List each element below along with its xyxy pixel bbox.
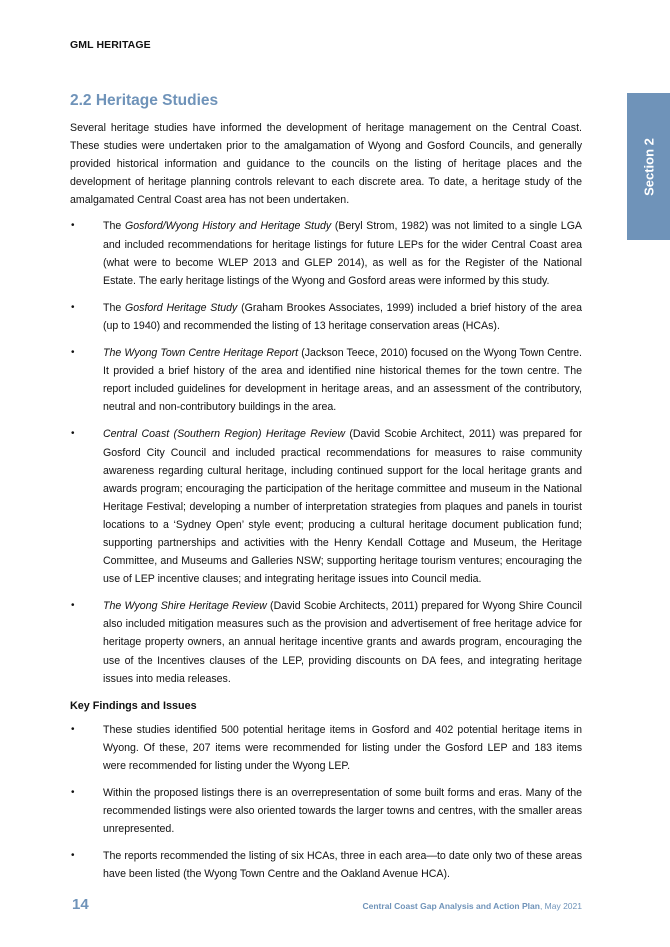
section-tab-label: Section 2 [641,137,656,196]
section-heading: 2.2 Heritage Studies [70,92,219,109]
findings-list [70,721,582,884]
footer-title-text: Central Coast Gap Analysis and Action Plan [362,901,540,911]
page-number: 14 [72,896,89,913]
bullet-icon: • [71,723,75,735]
main-content [70,92,582,892]
finding-item [70,784,582,838]
findings-heading: Key Findings and Issues [70,699,197,712]
study-body: (Beryl Strom, 1982) was not limited to a single LGA and included recommendations for heritage listings for future LEPs for the wider Central Coast area (what were to become WLEP 2013 and GLEP 2014), as well as for the Register of the National Estate. The early heritage listings of the Wyong and Gosford areas were informed by this study. [103,220,582,287]
section-tab [627,93,670,240]
study-body: (Jackson Teece, 2010) focused on the Wyong Town Centre. It provided a brief history of the area and identified nine historical themes for the town centre. The report included guidelines for development in heritage areas, and an assessment of the contributory, neutral and non-contributory buildings in the area. [103,347,582,414]
study-title: The Wyong Town Centre Heritage Report [103,347,299,360]
study-item [70,597,582,687]
study-title: Gosford Heritage Study [125,301,238,314]
finding-text: These studies identified 500 potential heritage items in Gosford and 402 potential heritage items in Wyong. Of these, 207 items were recommended for listing under the Gosford LEP and 183 items were recommended for listing under the Wyong LEP. [103,723,582,772]
running-header: GML HERITAGE [70,39,151,51]
study-body: (David Scobie Architects, 2011) prepared for Wyong Shire Council also included mitigation measures such as the provision and advertisement of free heritage advice for heritage property owners, an annual heritage incentive grants and awards program, encouraging the use of the Incentives clauses of the LEP, providing discounts on DA fees, and integrating heritage issues into media releases. [103,600,582,685]
finding-text: Within the proposed listings there is an overrepresentation of some built forms and eras. Many of the recommended listings were also oriented towards the larger towns and centres, with the smaller areas unrepresented. [103,787,582,836]
footer-date: , May 2021 [539,901,582,911]
study-body: (David Scobie Architect, 2011) was prepared for Gosford City Council and included practical recommendations for measures to raise community awareness regarding cultural heritage, including continued support for the local heritage grants and awards program; encouraging the participation of the heritage committee and museum in the National Heritage Festival; developing a number of interpretation strategies from plaques and panels in tourist locations to a ‘Sydney Open’ style event; producing a cultural heritage document publication fund; supporting partnerships and activities with the Henry Kendall Cottage and Museum, the Heritage Committee, and Museums and Galleries NSW; supporting heritage tourism ventures; encouraging the use of LEP incentive clauses; and integrating heritage issues into Council media. [103,428,582,586]
study-title: Central Coast (Southern Region) Heritage Review [103,428,346,441]
bullet-icon: • [71,220,75,232]
study-prefix: The [103,301,126,314]
study-item [70,299,582,335]
study-body: (Graham Brookes Associates, 1999) included a brief history of the area (up to 1940) and recommended the listing of 13 heritage conservation areas (HCAs). [103,301,582,332]
study-title: The Wyong Shire Heritage Review [103,600,267,613]
study-prefix: The [103,220,125,233]
bullet-icon: • [71,347,75,359]
bullet-icon: • [71,301,75,313]
footer-doc-title [363,901,583,911]
bullet-icon: • [71,600,75,612]
studies-list [70,217,582,687]
finding-item [70,847,582,883]
study-item [70,425,582,588]
study-item [70,344,582,416]
finding-text: The reports recommended the listing of six HCAs, three in each area—to date only two of these areas have been listed (the Wyong Town Centre and the Oakland Avenue HCA). [103,850,582,881]
intro-paragraph: Several heritage studies have informed the development of heritage management on the Central Coast. These studies were undertaken prior to the amalgamation of Wyong and Gosford Councils, and generally provided historical information and guidance to the councils on the listing of heritage places and the development of heritage planning controls relevant to each discrete area. To date, a heritage study of the amalgamated Central Coast area has not been undertaken. [70,122,582,207]
finding-item [70,721,582,775]
bullet-icon: • [71,787,75,798]
bullet-icon: • [71,428,75,440]
bullet-icon: • [71,850,75,862]
study-item [70,217,582,289]
study-title: Gosford/Wyong History and Heritage Study [124,220,332,233]
